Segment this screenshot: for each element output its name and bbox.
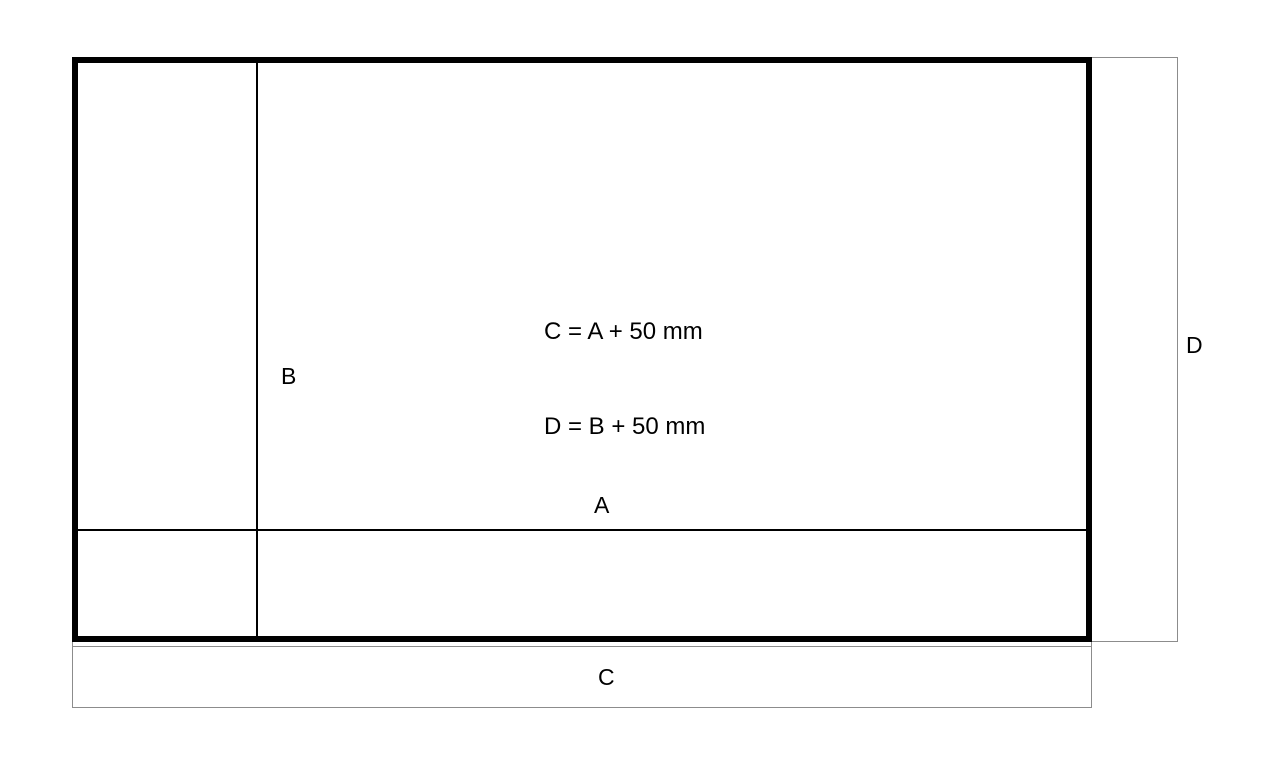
extension-line-bottom-left <box>72 642 73 708</box>
label-outer-width-c: C <box>598 664 615 690</box>
formula-line-d: D = B + 50 mm <box>544 413 706 441</box>
inner-vertical-divider <box>256 60 258 638</box>
formula-text-block <box>544 253 705 506</box>
dimension-line-vertical-d <box>1177 57 1178 642</box>
extension-line-bottom-right <box>1092 641 1178 642</box>
dimension-line-horizontal-c-lower <box>72 707 1092 708</box>
label-inner-height-b: B <box>281 363 297 389</box>
label-outer-height-d: D <box>1186 332 1203 358</box>
formula-line-c: C = A + 50 mm <box>544 318 703 346</box>
label-inner-width-a: A <box>594 492 610 518</box>
extension-line-top-right <box>1092 57 1178 58</box>
dimension-line-horizontal-c-upper <box>72 646 1092 647</box>
inner-horizontal-divider <box>75 529 1089 531</box>
extension-line-bottom-right-vertical <box>1091 642 1092 708</box>
